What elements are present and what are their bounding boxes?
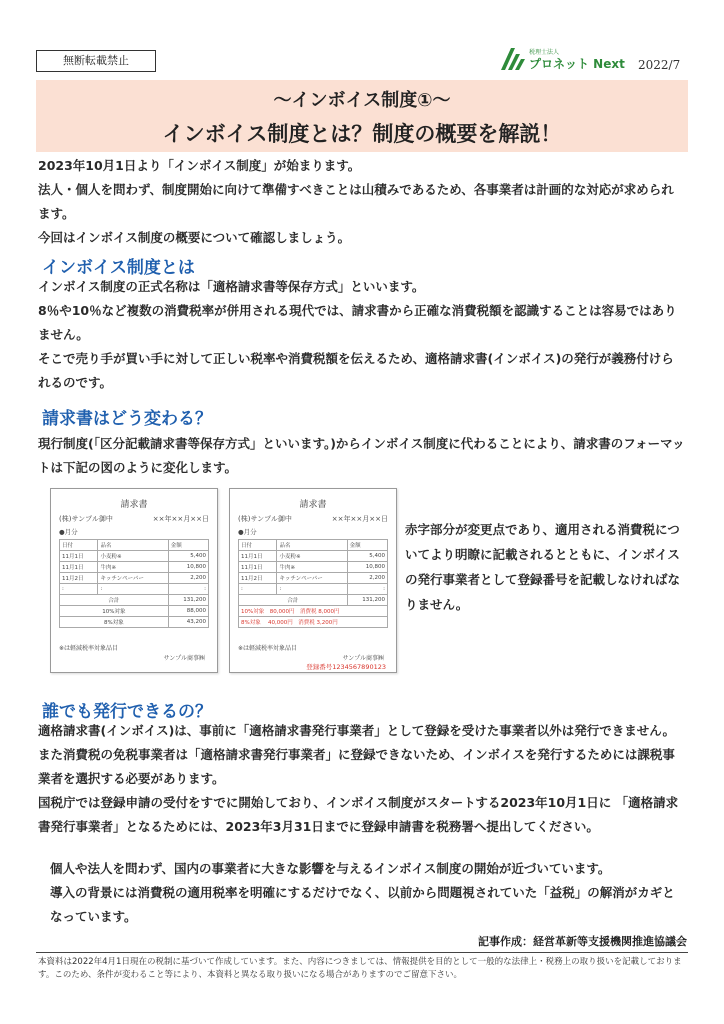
table-cell: : xyxy=(277,584,347,595)
table-total-row xyxy=(239,595,388,606)
reduced-rate-note: ※は軽減税率対象品目 xyxy=(238,645,298,652)
invoice-date: ××年××月××日 xyxy=(331,515,388,523)
section-heading-who-can-issue: 誰でも発行できるの？ xyxy=(42,702,212,722)
title-banner xyxy=(36,80,688,152)
invoice-month: ●月分 xyxy=(59,528,78,536)
table-tax-row-highlight xyxy=(239,617,388,628)
table-cell: 2,200 xyxy=(347,573,387,584)
tax-breakdown: 8%対象 40,000円 消費税 3,200円 xyxy=(239,617,388,628)
section1-paragraph-1: インボイス制度の正式名称は「適格請求書等保存方式」といいます。 xyxy=(38,279,425,294)
tax-value: 88,000 xyxy=(168,606,208,617)
invoice-customer: (株)サンプル御中 xyxy=(59,515,113,523)
logo-mark-icon xyxy=(499,46,525,70)
intro-paragraph-1: 2023年10月1日より「インボイス制度」が始まります。 xyxy=(38,158,361,173)
invoice-title: 請求書 xyxy=(120,500,148,510)
section1-paragraph-3: そこで売り手が買い手に対して正しい税率や消費税額を伝えるため、適格請求書(インボイス)の発行が義務付けられるのです。 xyxy=(38,351,674,390)
table-cell: 5,400 xyxy=(168,551,208,562)
section2-paragraph-1: 現行制度(「区分記載請求書等保存方式」といいます。)からインボイス制度に代わることにより、請求書のフォーマットは下記の図のように変化します。 xyxy=(38,436,685,475)
table-cell: 10,800 xyxy=(347,562,387,573)
section3-paragraph-1: 適格請求書(インボイス)は、事前に「適格請求書発行事業者」として登録を受けた事業者以外は発行できません。また消費税の免税事業者は「適格請求書発行事業者」に登録できないため、インボイスを発行するためには課税事業者を選択する必要があります。 xyxy=(38,723,676,786)
table-cell: 11月1日 xyxy=(239,562,277,573)
table-header-row xyxy=(239,540,388,551)
table-cell: 11月2日 xyxy=(60,573,98,584)
invoice-month: ●月分 xyxy=(238,528,257,536)
total-label: 合計 xyxy=(60,595,169,606)
tax-label: 10%対象 xyxy=(60,606,169,617)
table-cell: キッチンペーパー xyxy=(277,573,347,584)
tax-value: 43,200 xyxy=(168,617,208,628)
table-cell: 5,400 xyxy=(347,551,387,562)
logo-org-label: 税理士法人 xyxy=(529,49,560,56)
table-cell: : xyxy=(98,584,168,595)
column-header: 日付 xyxy=(60,540,98,551)
table-cell: : xyxy=(168,584,208,595)
invoice-sample-current xyxy=(50,488,218,673)
intro-paragraph-3: 今回はインボイス制度の概要について確認しましょう。 xyxy=(38,230,351,245)
reduced-rate-note: ※は軽減税率対象品目 xyxy=(59,645,119,652)
invoice-customer: (株)サンプル御中 xyxy=(238,515,292,523)
table-cell: 小麦粉※ xyxy=(277,551,347,562)
registration-number: 登録番号1234567890123 xyxy=(306,663,386,671)
intro-paragraph-2: 法人・個人を問わず、制度開始に向けて準備すべきことは山積みであるため、各事業者は計画的な対応が求められます。 xyxy=(38,182,674,221)
issue-date: 2022/7 xyxy=(638,58,681,72)
table-row xyxy=(60,551,209,562)
table-header-row xyxy=(60,540,209,551)
total-value: 131,200 xyxy=(347,595,387,606)
table-cell: 11月1日 xyxy=(239,551,277,562)
table-cell: : xyxy=(239,584,277,595)
company-logo xyxy=(499,46,629,72)
page-title: インボイス制度とは？制度の概要を解説！ xyxy=(162,122,562,146)
table-cell: 小麦粉※ xyxy=(98,551,168,562)
invoice-table xyxy=(238,539,388,628)
table-cell: : xyxy=(60,584,98,595)
column-header: 金額 xyxy=(168,540,208,551)
table-row xyxy=(239,551,388,562)
total-value: 131,200 xyxy=(168,595,208,606)
table-total-row xyxy=(60,595,209,606)
footer-disclaimer: 本資料は2022年4月1日現在の税制に基づいて作成しています。また、内容につきましては、情報提供を目的として一般的な法律上・税務上の取り扱いを記載しております。このため、条件が変わること等により、本資料と異なる取り扱いになる場合がありますのでご留意下さい。 xyxy=(38,957,682,980)
invoice-sample-qualified xyxy=(229,488,397,673)
section-heading-what-is-invoice: インボイス制度とは xyxy=(42,258,195,278)
table-cell: 10,800 xyxy=(168,562,208,573)
invoice-change-explanation: 赤字部分が変更点であり、適用される消費税についてより明瞭に記載されるとともに、インボイスの発行事業者として登録番号を記載しなければなりません。 xyxy=(405,522,681,612)
column-header: 品名 xyxy=(98,540,168,551)
table-cell: キッチンペーパー xyxy=(98,573,168,584)
column-header: 日付 xyxy=(239,540,277,551)
table-row xyxy=(60,584,209,595)
table-cell: 2,200 xyxy=(168,573,208,584)
tax-label: 8%対象 xyxy=(60,617,169,628)
section1-paragraph-2: 8％や10％など複数の消費税率が併用される現代では、請求書から正確な消費税額を認識することは容易ではありません。 xyxy=(38,303,677,342)
table-cell: 11月1日 xyxy=(60,562,98,573)
section3-paragraph-2: 国税庁では登録申請の受付をすでに開始しており、インボイス制度がスタートする2023年10月1日に 「適格請求書発行事業者」となるためには、2023年3月31日までに登録申請書を税務署へ提出してください。 xyxy=(38,795,679,834)
table-tax-row xyxy=(60,617,209,628)
section-heading-invoice-changes: 請求書はどう変わる？ xyxy=(42,409,212,429)
column-header: 品名 xyxy=(277,540,347,551)
series-title: ～インボイス制度①～ xyxy=(273,90,451,111)
invoice-issuer: サンプル商事㈱ xyxy=(342,655,384,662)
table-cell: 牛肉※ xyxy=(277,562,347,573)
no-reprint-stamp: 無断転載禁止 xyxy=(36,50,156,72)
table-cell: 11月2日 xyxy=(239,573,277,584)
table-cell: : xyxy=(347,584,387,595)
table-row xyxy=(239,562,388,573)
table-row xyxy=(60,562,209,573)
logo-brand-name: プロネット Next xyxy=(529,57,625,71)
table-row xyxy=(239,584,388,595)
invoice-table xyxy=(59,539,209,628)
table-tax-row xyxy=(60,606,209,617)
article-author: 記事作成：経営革新等支援機関推進協議会 xyxy=(478,935,687,948)
table-cell: 11月1日 xyxy=(60,551,98,562)
table-row xyxy=(60,573,209,584)
table-tax-row-highlight xyxy=(239,606,388,617)
footer-divider xyxy=(36,952,688,953)
table-cell: 牛肉※ xyxy=(98,562,168,573)
total-label: 合計 xyxy=(239,595,348,606)
invoice-title: 請求書 xyxy=(299,500,327,510)
tax-breakdown: 10%対象 80,000円 消費税 8,000円 xyxy=(239,606,388,617)
closing-paragraph-1: 個人や法人を問わず、国内の事業者に大きな影響を与えるインボイス制度の開始が近づいています。 xyxy=(50,861,611,876)
closing-paragraph-2: 導入の背景には消費税の適用税率を明確にするだけでなく、以前から問題視されていた「益税」の解消がカギとなっています。 xyxy=(50,885,675,924)
invoice-date: ××年××月××日 xyxy=(152,515,209,523)
column-header: 金額 xyxy=(347,540,387,551)
invoice-issuer: サンプル商事㈱ xyxy=(163,655,205,662)
table-row xyxy=(239,573,388,584)
